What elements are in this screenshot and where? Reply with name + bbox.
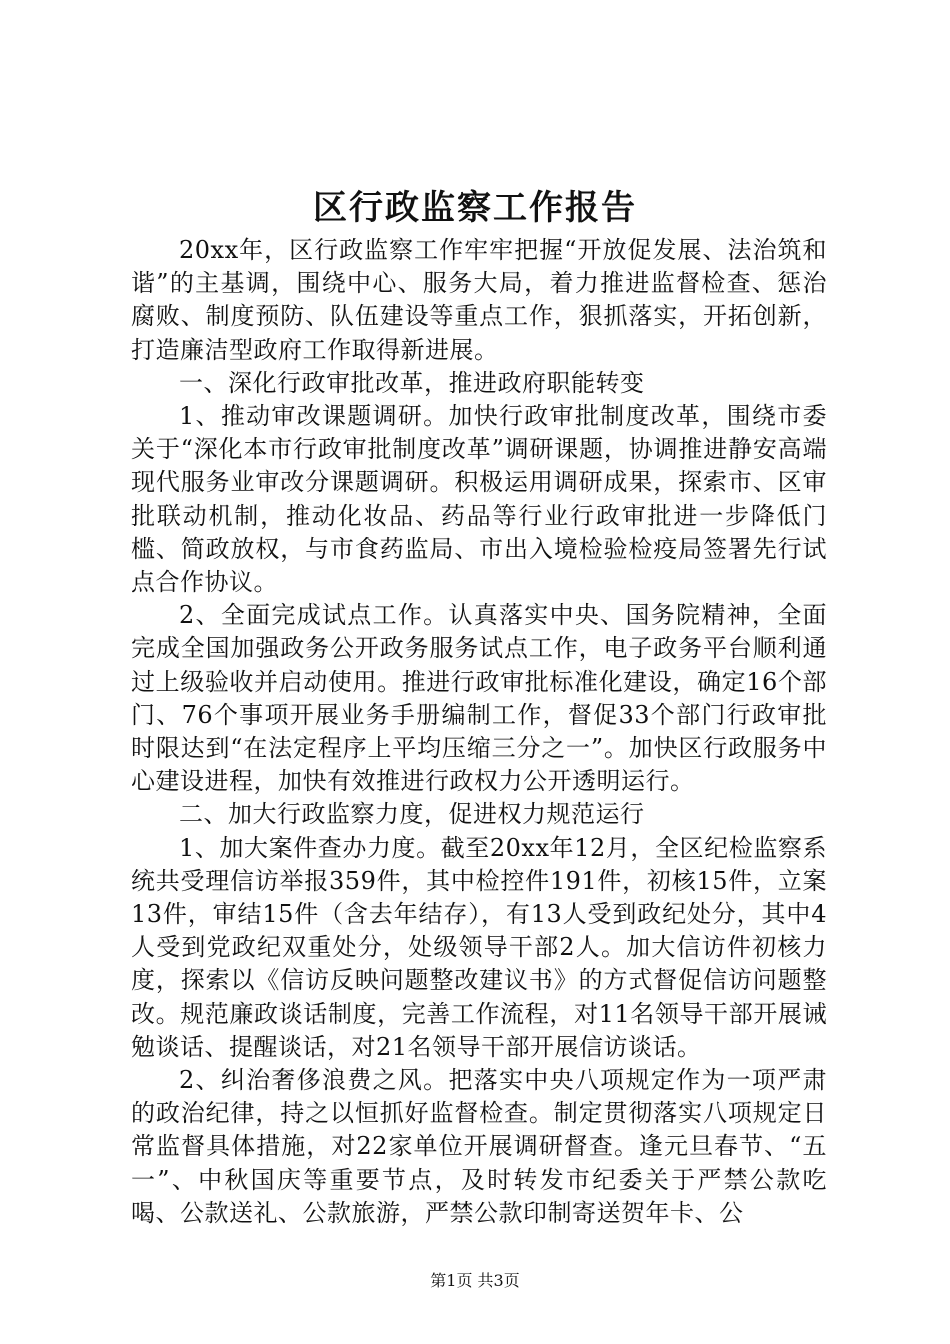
paragraph-1-2: 2、全面完成试点工作。认真落实中央、国务院精神，全面完成全国加强政务公开政务服务试点工作，电子政务平台顺利通过上级验收并启动使用。推进行政审批标准化建设，确定16个部门、76个事项开展业务手册编制工作，督促33个部门行政审批时限达到“在法定程序上平均压缩三分之一”。加快区行政服务中心建设进程，加快有效推进行政权力公开透明运行。: [131, 601, 827, 796]
page-footer: 第1页 共3页: [430, 1271, 520, 1290]
section-heading-2: 二、加大行政监察力度，促进权力规范运行: [179, 800, 645, 829]
document-body: [131, 234, 827, 1230]
paragraph-2-1: 1、加大案件查办力度。截至20xx年12月，全区纪检监察系统共受理信访举报359件，其中检控件191件，初核15件，立案13件，审结15件（含去年结存），有13人受到政纪处分，其中4人受到党政纪双重处分，处级领导干部2人。加大信访件初核力度，探索以《信访反映问题整改建议书》的方式督促信访问题整改。规范廉政谈话制度，完善工作流程，对11名领导干部开展诫勉谈话、提醒谈话，对21名领导干部开展信访谈话。: [131, 833, 827, 1061]
intro-paragraph: 20xx年，区行政监察工作牢牢把握“开放促发展、法治筑和谐”的主基调，围绕中心、服务大局，着力推进监督检查、惩治腐败、制度预防、队伍建设等重点工作，狠抓落实，开拓创新，打造廉洁型政府工作取得新进展。: [131, 236, 827, 364]
section-heading-1: 一、深化行政审批改革，推进政府职能转变: [179, 368, 645, 397]
document-title: 区行政监察工作报告: [313, 188, 637, 228]
paragraph-1-1: 1、推动审改课题调研。加快行政审批制度改革，围绕市委关于“深化本市行政审批制度改革”调研课题，协调推进静安高端现代服务业审改分课题调研。积极运用调研成果，探索市、区审批联动机制，推动化妆品、药品等行业行政审批进一步降低门槛、简政放权，与市食药监局、市出入境检验检疫局签署先行试点合作协议。: [131, 402, 827, 597]
paragraph-2-2: 2、纠治奢侈浪费之风。把落实中央八项规定作为一项严肃的政治纪律，持之以恒抓好监督检查。制定贯彻落实八项规定日常监督具体措施，对22家单位开展调研督查。逢元旦春节、“五一”、中秋国庆等重要节点，及时转发市纪委关于严禁公款吃喝、公款送礼、公款旅游，严禁公款印制寄送贺年卡、公: [131, 1066, 827, 1227]
